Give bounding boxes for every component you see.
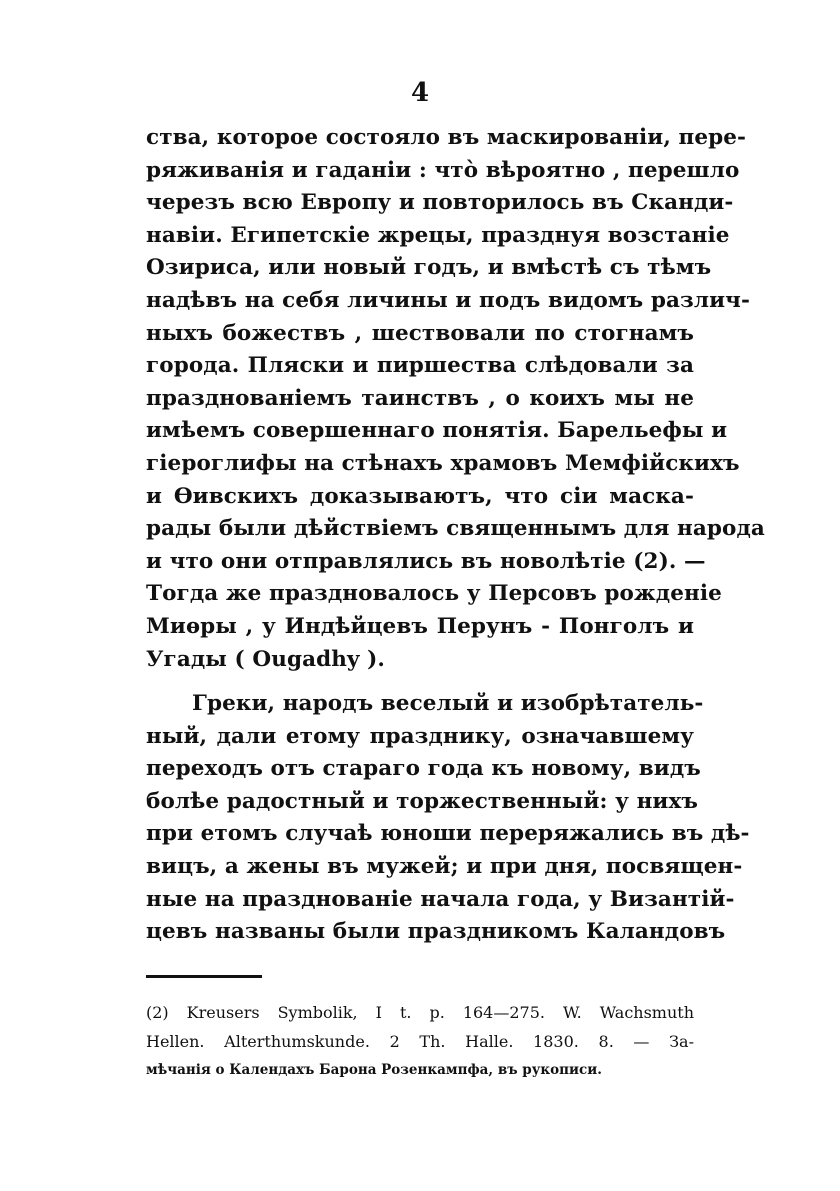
text-line: надѣвъ на себя личины и подъ видомъ различ-	[146, 287, 751, 313]
text-line: празднованіемъ таинствъ , о коихъ мы не	[146, 385, 694, 411]
text-line: переходъ отъ стараго года къ новому, видъ	[146, 756, 701, 782]
footnote-line: (2) Kreusers Symbolik, I t. p. 164—275. W. Wachsmuth	[146, 1003, 694, 1022]
footnote	[146, 998, 694, 1085]
text-line: при етомъ случаѣ юноши переряжались въ дѣ-	[146, 821, 750, 847]
text-line: Миѳры , у Индѣйцевъ Перунъ - Понголъ и	[146, 613, 694, 639]
text-line: ства, которое состояло въ маскированіи, пере-	[146, 125, 747, 150]
text-line: ныхъ божествъ , шествовали по стогнамъ	[146, 320, 694, 346]
text-line: и что они отправлялись въ новолѣтіе (2). —	[146, 548, 706, 574]
text-line: ный, дали етому празднику, означавшему	[146, 723, 694, 749]
text-line: цевъ названы были праздникомъ Каландовъ	[146, 919, 726, 945]
text-line: ряживанія и гаданіи : что̀ вѣроятно , перешло	[146, 157, 740, 183]
text-line: имѣемъ совершеннаго понятія. Барельефы и	[146, 418, 728, 444]
text-line: и Ѳивскихъ доказываютъ, что сіи маска-	[146, 483, 694, 509]
footnote-divider	[146, 975, 262, 978]
text-line: навіи. Египетскіе жрецы, празднуя возстаніе	[146, 222, 730, 248]
text-line: болѣе радостный и торжественный: у нихъ	[146, 788, 698, 814]
page-number: 4	[410, 78, 430, 108]
text-line: Греки, народъ веселый и изобрѣтатель-	[192, 691, 704, 716]
text-line: рады были дѣйствіемъ священнымъ для народа	[146, 516, 765, 542]
text-line: Угады ( Ougadhy ).	[146, 646, 386, 672]
text-line: ные на празднованіе начала года, у Византій-	[146, 886, 735, 912]
footnote-line: мѣчанія о Календахъ Барона Розенкампфа, въ рукописи.	[146, 1062, 602, 1078]
text-line: черезъ всю Европу и повторилось въ Сканди-	[146, 190, 734, 216]
paragraph-1	[146, 122, 765, 676]
text-line: вицъ, а жены въ мужей; и при дня, посвящен-	[146, 853, 743, 879]
text-line: Озириса, или новый годъ, и вмѣстѣ съ тѣмъ	[146, 255, 712, 281]
text-line: гіероглифы на стѣнахъ храмовъ Мемфійскихъ	[146, 450, 740, 476]
footnote-line: Hellen. Alterthumskunde. 2 Th. Halle. 1830. 8. — За-	[146, 1032, 694, 1051]
paragraph-2	[146, 688, 750, 949]
text-line: Тогда же праздновалось у Персовъ рожденіе	[146, 581, 722, 607]
text-line: города. Пляски и пиршества слѣдовали за	[146, 353, 694, 379]
